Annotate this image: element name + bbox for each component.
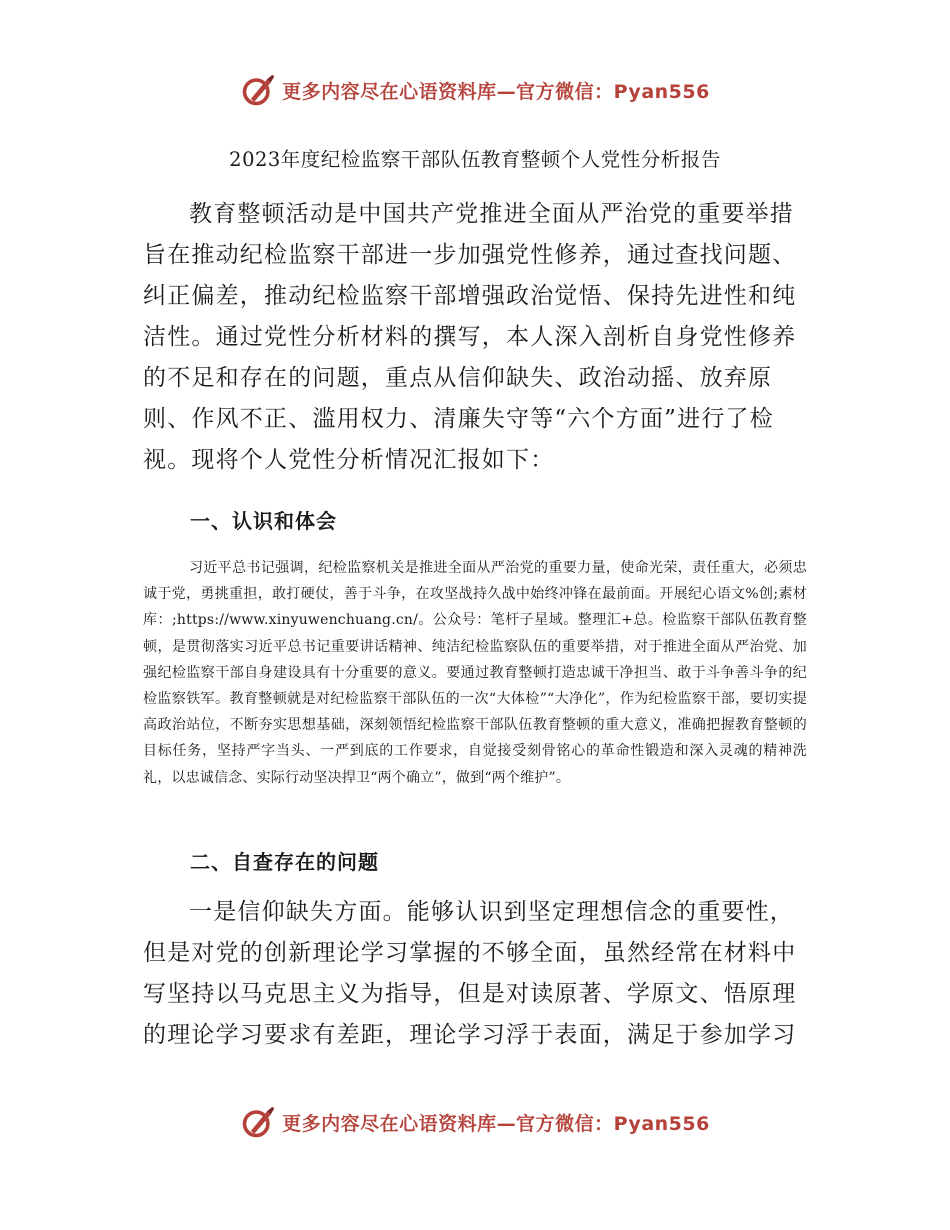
banner-text: 更多内容尽在心语资料库—官方微信：Pyan556 xyxy=(282,80,710,103)
pen-logo-icon xyxy=(240,72,276,108)
section-heading-1: 一、认识和体会 xyxy=(190,509,337,533)
intro-paragraph: 教育整顿活动是中国共产党推进全面从严治党的重要举措旨在推动纪检监察干部进一步加强党性修养，通过查找问题、纠正偏差，推动纪检监察干部增强政治觉悟、保持先进性和纯洁性。通过党性分析材料的撰写，本人深入剖析自身党性修养的不足和存在的问题，重点从信仰缺失、政治动摇、放弃原则、作风不正、滥用权力、清廉失守等“六个方面”进行了检视。现将个人党性分析情况汇报如下： xyxy=(143,201,797,473)
document-title: 2023年度纪检监察干部队伍教育整顿个人党性分析报告 xyxy=(229,148,721,171)
section-heading-2: 二、自查存在的问题 xyxy=(190,850,379,874)
banner-text: 更多内容尽在心语资料库—官方微信：Pyan556 xyxy=(282,1112,710,1135)
footer-banner xyxy=(0,1102,950,1142)
pen-logo-icon xyxy=(240,1104,276,1140)
section-2-body: 一是信仰缺失方面。能够认识到坚定理想信念的重要性，但是对党的创新理论学习掌握的不够全面，虽然经常在材料中写坚持以马克思主义为指导，但是对读原著、学原文、悟原理的理论学习要求有差距，理论学习浮于表面，满足于参加学习 xyxy=(143,899,797,1048)
section-1-body: 习近平总书记强调，纪检监察机关是推进全面从严治党的重要力量，使命光荣，责任重大，必须忠诚于党，勇挑重担，敢打硬仗，善于斗争，在攻坚战持久战中始终冲锋在最前面。开展纪心语文%创;素材库：;https://www.xinyuwenchuang.cn/。公众号：笔杆子星域。整理汇+总。检监察干部队伍教育整顿，是贯彻落实习近平总书记重要讲话精神、纯洁纪检监察队伍的重要举措，对于推进全面从严治党、加强纪检监察干部自身建设具有十分重要的意义。要通过教育整顿打造忠诚干净担当、敢于斗争善斗争的纪检监察铁军。教育整顿就是对纪检监察干部队伍的一次“大体检”“大净化”，作为纪检监察干部，要切实提高政治站位，不断夯实思想基础，深刻领悟纪检监察干部队伍教育整顿的重大意义，准确把握教育整顿的目标任务，坚持严字当头、一严到底的工作要求，自觉接受刻骨铭心的革命性锻造和深入灵魂的精神洗礼，以忠诚信念、实际行动坚决捍卫“两个确立”，做到“两个维护”。 xyxy=(143,560,807,786)
header-banner xyxy=(0,70,950,110)
